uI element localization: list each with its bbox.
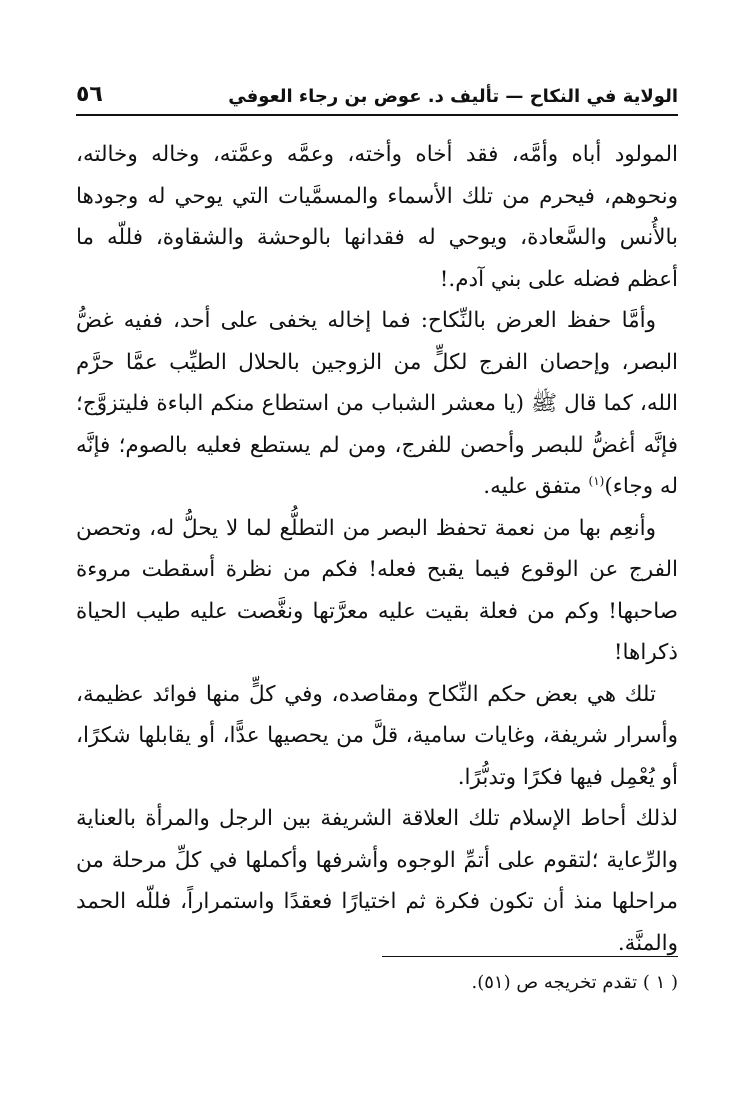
paragraph	[76, 134, 678, 300]
page-number: ٥٦	[76, 82, 103, 107]
running-header	[76, 72, 678, 116]
main-text	[76, 134, 678, 964]
paragraph	[76, 508, 678, 674]
running-title: الولاية في النكاح — تأليف د. عوض بن رجاء العوفي	[228, 86, 678, 107]
paragraph	[76, 300, 678, 508]
paragraph	[76, 674, 678, 799]
footnote-reference: (١)	[588, 473, 605, 488]
paragraph-text: وأنعِم بها من نعمة تحفظ البصر من التطلُّع لما لا يحلُّ له، وتحصن الفرج عن الوقوع فيما يقبح فعله! فكم من نظرة أسقطت مروءة صاحبها! وكم من فعلة بقيت عليه معرَّتها ونغَّصت عليه طيب الحياة ذكراها!	[76, 515, 678, 665]
footnote-divider	[382, 956, 678, 957]
paragraph-text: المولود أباه وأمَّه، فقد أخاه وأخته، وعمَّه وعمَّته، وخاله وخالته، ونحوهم، فيحرم من تلك الأسماء والمسمَّيات التي يوحي له وجودها بالأُنس والسَّعادة، ويوحي له فقدانها بالوحشة والشقاوة، فللّه ما أعظم فضله على بني آدم.!	[76, 142, 678, 292]
paragraph-text: تلك هي بعض حكم النِّكاح ومقاصده، وفي كلٍّ منها فوائد عظيمة، وأسرار شريفة، وغايات سامية، قلَّ من يحصيها عدًّا، أو يقابلها شكرًا، أو يُعْمِل فيها فكرًا وتدبُّرًا.	[76, 681, 678, 790]
paragraph-text: لذلك أحاط الإسلام تلك العلاقة الشريفة بين الرجل والمرأة بالعناية والرِّعاية ؛لتقوم على أتمِّ الوجوه وأشرفها وأكملها في كلِّ مرحلة من مراحلها منذ أن تكون فكرة ثم اختيارًا فعقدًا واستمراراً، فللّه الحمد والمنَّة.	[76, 806, 678, 956]
book-page	[76, 72, 678, 1072]
paragraph-text-continued: متفق عليه.	[483, 474, 589, 499]
footnote: ( ١ ) تقدم تخريجه ص (٥١).	[471, 972, 678, 993]
paragraph	[76, 798, 678, 964]
paragraph-text: وأمَّا حفظ العرض بالنِّكاح: فما إخاله يخفى على أحد، ففيه غضُّ البصر، وإحصان الفرج لكلٍّ من الزوجين بالحلال الطيِّب عمَّا حرَّم الله، كما قال ﷺ (يا معشر الشباب من استطاع منكم الباءة فليتزوَّج؛ فإنَّه أغضُّ للبصر وأحصن للفرج، ومن لم يستطع فعليه بالصوم؛ فإنَّه له وجاء)	[76, 308, 678, 499]
